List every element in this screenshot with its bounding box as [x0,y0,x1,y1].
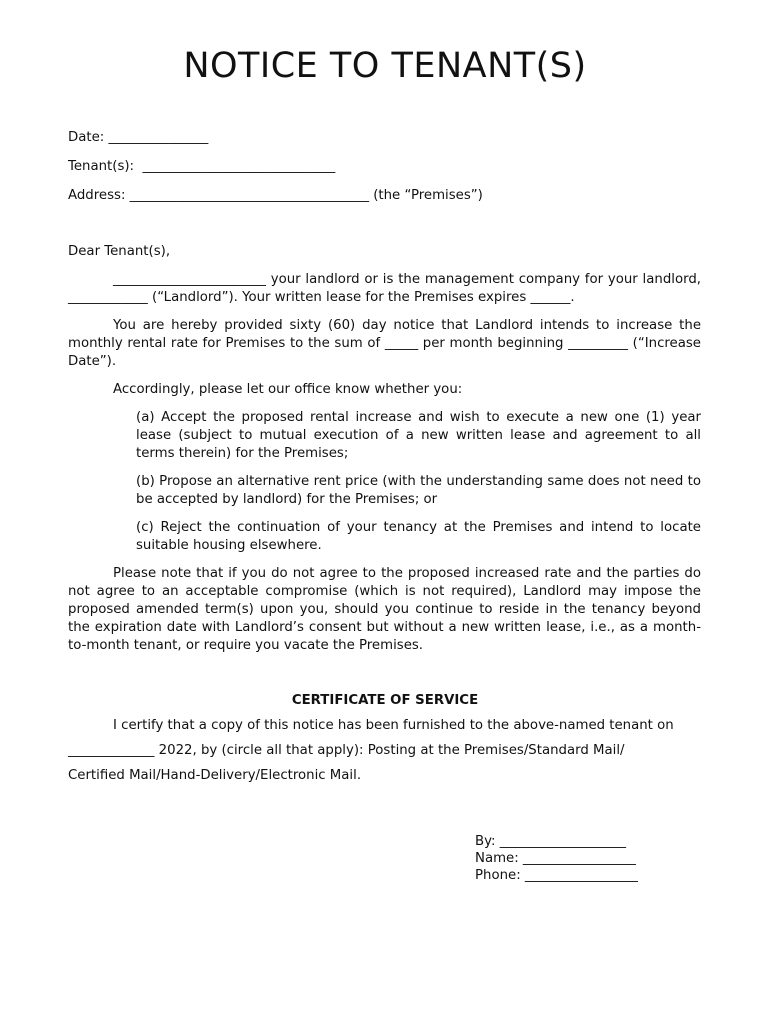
certificate-line-2: _____________ 2022, by (circle all that apply): Posting at the Premises/Standard Mail/ [68,743,625,758]
signature-name: Name: _________________ [475,851,636,866]
date-field: Date: _______________ [68,130,209,145]
certificate-line-3: Certified Mail/Hand-Delivery/Electronic Mail. [68,768,362,783]
paragraph-notice: You are hereby provided sixty (60) day notice that Landlord intends to increase the monthly rental rate for Premises to the sum of _____ per month beginning _________ (“Increase Date”). [68,318,701,369]
salutation: Dear Tenant(s), [68,244,171,259]
paragraph-landlord: _______________________ your landlord or is the management company for your landlord, ____________ (“Landlord”). Your written lease for the Premises expires ______. [68,272,701,305]
option-b: (b) Propose an alternative rent price (with the understanding same does not need to be accepted by landlord) for the Premises; or [136,474,701,507]
paragraph-options-intro: Accordingly, please let our office know whether you: [113,382,463,397]
signature-by: By: ___________________ [475,834,627,849]
certificate-line-1: I certify that a copy of this notice has been furnished to the above-named tenant on [113,718,674,733]
option-a: (a) Accept the proposed rental increase and wish to execute a new one (1) year lease (subject to mutual execution of a new written lease and agreement to all terms therein) for the Premises; [136,410,701,461]
address-field: Address: ____________________________________ (the “Premises”) [68,188,483,203]
page-title: NOTICE TO TENANT(S) [183,46,587,86]
signature-phone: Phone: _________________ [475,868,638,883]
tenants-field: Tenant(s): _____________________________ [68,159,336,174]
paragraph-note: Please note that if you do not agree to the proposed increased rate and the parties do not agree to an acceptable compromise (which is not required), Landlord may impose the proposed amended term(s) upon you, should you continue to reside in the tenancy beyond the expiration date with Landlord’s consent but without a new written lease, i.e., as a month-to-month tenant, or require you vacate the Premises. [68,566,701,653]
option-c: (c) Reject the continuation of your tenancy at the Premises and intend to locate suitable housing elsewhere. [136,520,701,553]
certificate-heading: CERTIFICATE OF SERVICE [291,693,479,708]
